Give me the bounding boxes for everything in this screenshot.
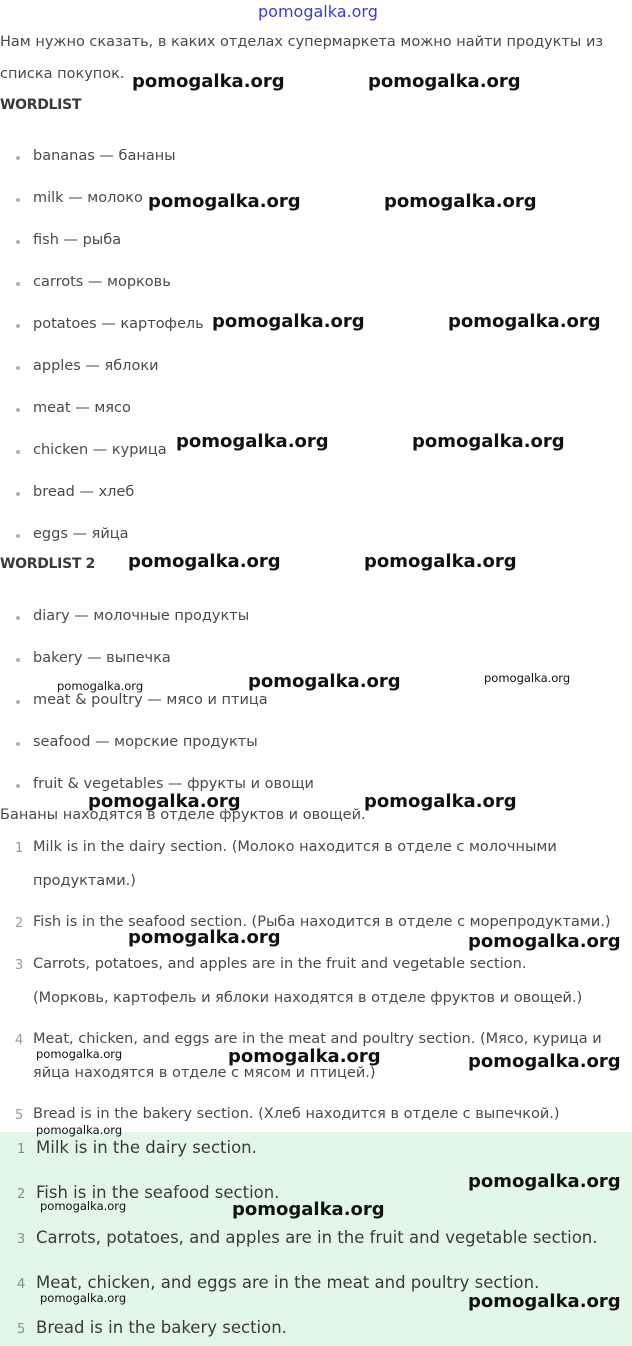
list-item: milk — молоко	[33, 190, 143, 206]
watermark-top: pomogalka.org	[258, 2, 378, 21]
watermark: pomogalka.org	[248, 671, 401, 692]
watermark: pomogalka.org	[228, 1046, 381, 1067]
intro-line-2: списка покупок.	[0, 66, 125, 82]
bullet-dot	[16, 700, 20, 704]
bullet-dot	[16, 784, 20, 788]
answer-line: Meat, chicken, and eggs are in the meat and poultry section. (Мясо, курица и	[33, 1031, 602, 1047]
watermark: pomogalka.org	[364, 791, 517, 812]
watermark: pomogalka.org	[364, 551, 517, 572]
answer-line: Carrots, potatoes, and apples are in the fruit and vegetable section.	[36, 1228, 598, 1247]
watermark: pomogalka.org	[36, 1047, 123, 1061]
list-item: fruit & vegetables — фрукты и овощи	[33, 776, 314, 792]
watermark: pomogalka.org	[128, 551, 281, 572]
wordlist-2-heading: WORDLIST 2	[0, 556, 96, 572]
watermark: pomogalka.org	[36, 1123, 123, 1137]
bullet-dot	[16, 282, 20, 286]
bullet-dot	[16, 450, 20, 454]
answer-number: 5	[15, 1108, 24, 1123]
answer-line: Milk is in the dairy section. (Молоко находится в отделе с молочными	[33, 839, 557, 855]
watermark: pomogalka.org	[468, 1051, 621, 1072]
watermark: pomogalka.org	[412, 431, 565, 452]
answer-number: 4	[17, 1277, 26, 1292]
answer-line: Fish is in the seafood section. (Рыба находится в отделе с морепродуктами.)	[33, 914, 611, 930]
watermark: pomogalka.org	[212, 311, 365, 332]
list-item: chicken — курица	[33, 442, 167, 458]
answer-line: яйца находятся в отделе с мясом и птицей.)	[33, 1065, 376, 1081]
watermark: pomogalka.org	[468, 1171, 621, 1192]
list-item: bananas — бананы	[33, 148, 176, 164]
answer-number: 3	[17, 1232, 26, 1247]
watermark: pomogalka.org	[176, 431, 329, 452]
answer-line: Meat, chicken, and eggs are in the meat and poultry section.	[36, 1273, 540, 1292]
answer-line: Carrots, potatoes, and apples are in the fruit and vegetable section.	[33, 956, 527, 972]
answer-number: 3	[15, 958, 24, 973]
watermark: pomogalka.org	[128, 927, 281, 948]
answer-line: Fish is in the seafood section.	[36, 1183, 280, 1202]
watermark: pomogalka.org	[468, 931, 621, 952]
list-item: apples — яблоки	[33, 358, 159, 374]
bullet-dot	[16, 156, 20, 160]
bullet-dot	[16, 534, 20, 538]
watermark: pomogalka.org	[88, 791, 241, 812]
answer-number: 1	[17, 1142, 26, 1157]
list-item: carrots — морковь	[33, 274, 171, 290]
list-item: seafood — морские продукты	[33, 734, 258, 750]
list-item: bakery — выпечка	[33, 650, 171, 666]
watermark: pomogalka.org	[484, 671, 571, 685]
watermark: pomogalka.org	[132, 71, 285, 92]
answer-line: Milk is in the dairy section.	[36, 1138, 257, 1157]
watermark: pomogalka.org	[384, 191, 537, 212]
answer-line: Bread is in the bakery section.	[36, 1318, 287, 1337]
answer-number: 4	[15, 1033, 24, 1048]
list-item: diary — молочные продукты	[33, 608, 250, 624]
bullet-dot	[16, 240, 20, 244]
intro-line-1: Нам нужно сказать, в каких отделах супермаркета можно найти продукты из	[0, 34, 604, 50]
watermark: pomogalka.org	[468, 1291, 621, 1312]
bullet-dot	[16, 324, 20, 328]
answer-number: 2	[15, 916, 24, 931]
list-item: meat & poultry — мясо и птица	[33, 692, 268, 708]
bananas-note: Бананы находятся в отделе фруктов и овощей.	[0, 807, 366, 823]
watermark: pomogalka.org	[40, 1291, 127, 1305]
answer-number: 2	[17, 1187, 26, 1202]
watermark: pomogalka.org	[57, 679, 144, 693]
bullet-dot	[16, 366, 20, 370]
list-item: fish — рыба	[33, 232, 122, 248]
watermark: pomogalka.org	[40, 1199, 127, 1213]
watermark: pomogalka.org	[148, 191, 301, 212]
watermark: pomogalka.org	[368, 71, 521, 92]
answer-number: 5	[17, 1322, 26, 1337]
list-item: potatoes — картофель	[33, 316, 204, 332]
watermark: pomogalka.org	[232, 1199, 385, 1220]
answer-line: продуктами.)	[33, 873, 136, 889]
list-item: bread — хлеб	[33, 484, 135, 500]
bullet-dot	[16, 408, 20, 412]
watermark: pomogalka.org	[448, 311, 601, 332]
bullet-dot	[16, 742, 20, 746]
bullet-dot	[16, 616, 20, 620]
answer-number: 1	[15, 841, 24, 856]
bullet-dot	[16, 658, 20, 662]
answer-line: Bread is in the bakery section. (Хлеб находится в отделе с выпечкой.)	[33, 1106, 560, 1122]
list-item: eggs — яйца	[33, 526, 129, 542]
bullet-dot	[16, 492, 20, 496]
bullet-dot	[16, 198, 20, 202]
wordlist-heading: WORDLIST	[0, 97, 82, 113]
list-item: meat — мясо	[33, 400, 131, 416]
answer-line: (Морковь, картофель и яблоки находятся в отделе фруктов и овощей.)	[33, 990, 583, 1006]
